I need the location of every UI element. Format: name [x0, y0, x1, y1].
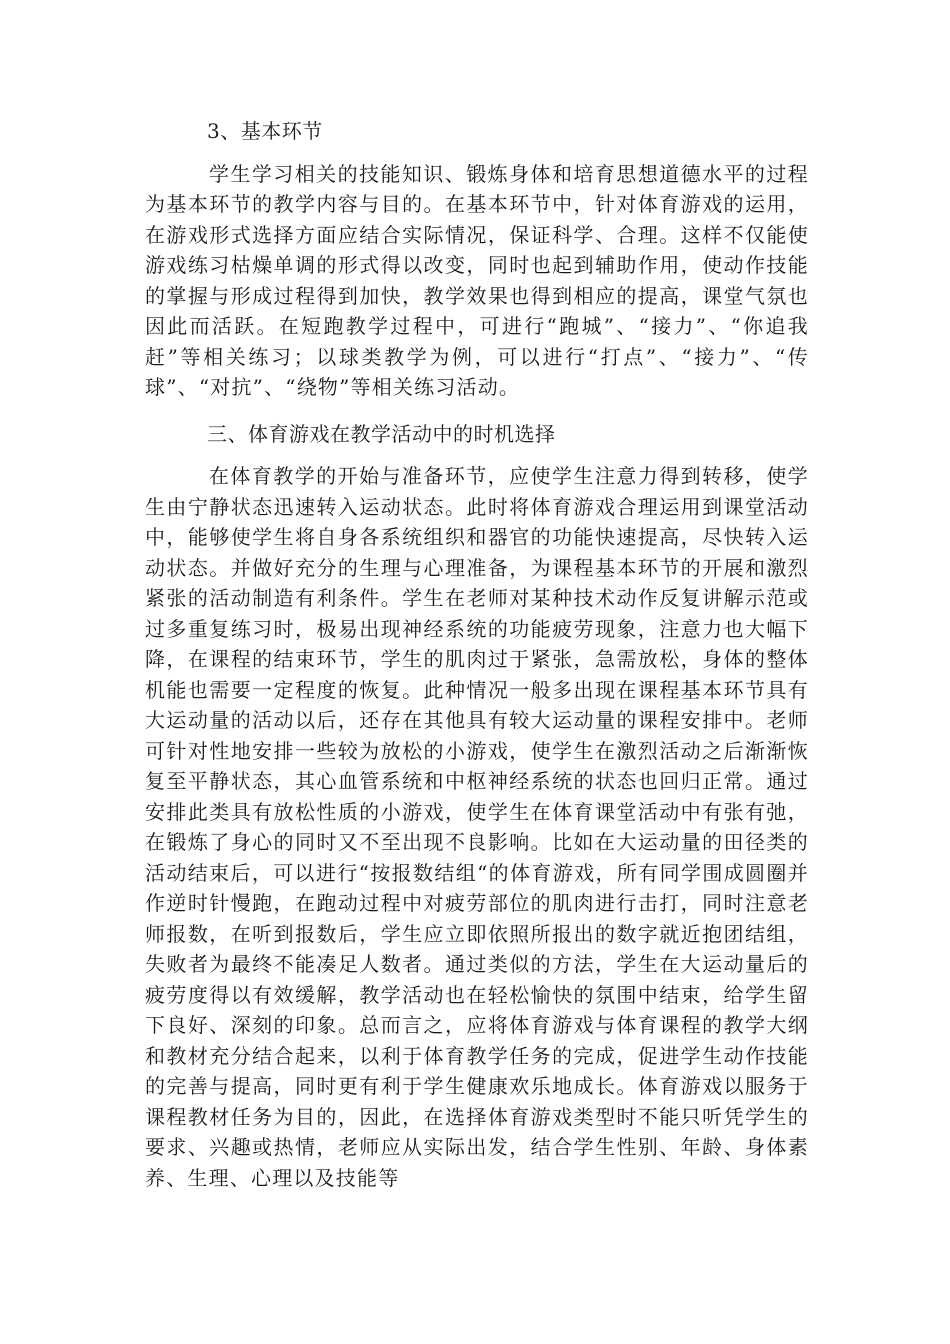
paragraph-basic-stage: 学生学习相关的技能知识、锻炼身体和培育思想道德水平的过程为基本环节的教学内容与目的。在基本环节中，针对体育游戏的运用，在游戏形式选择方面应结合实际情况，保证科学、合理。这样不仅能使游戏练习枯燥单调的形式得以改变，同时也起到辅助作用，使动作技能的掌握与形成过程得到加快，教学效果也得到相应的提高，课堂气氛也因此而活跃。在短跑教学过程中，可进行“跑城”、“接力”、“你追我赶”等相关练习；以球类教学为例，可以进行“打点”、“接力”、“传球”、“对抗”、“绕物”等相关练习活动。 — [145, 161, 809, 399]
section-heading-basic-stage: 3、基本环节 — [207, 119, 323, 143]
section-heading-timing-selection: 三、体育游戏在教学活动中的时机选择 — [207, 421, 556, 446]
document-body — [145, 116, 809, 1193]
paragraph-timing-selection: 在体育教学的开始与准备环节，应使学生注意力得到转移，使学生由宁静状态迅速转入运动状态。此时将体育游戏合理运用到课堂活动中，能够使学生将自身各系统组织和器官的功能快速提高，尽快转入运动状态。并做好充分的生理与心理准备，为课程基本环节的开展和激烈紧张的活动制造有利条件。学生在老师对某种技术动作反复讲解示范或过多重复练习时，极易出现神经系统的功能疲劳现象，注意力也大幅下降，在课程的结束环节，学生的肌肉过于紧张，急需放松，身体的整体机能也需要一定程度的恢复。此种情况一般多出现在课程基本环节具有大运动量的活动以后，还存在其他具有较大运动量的课程安排中。老师可针对性地安排一些较为放松的小游戏，使学生在激烈活动之后渐渐恢复至平静状态，其心血管系统和中枢神经系统的状态也回归正常。通过安排此类具有放松性质的小游戏，使学生在体育课堂活动中有张有弛，在锻炼了身心的同时又不至出现不良影响。比如在大运动量的田径类的活动结束后，可以进行“按报数结组“的体育游戏，所有同学围成圆圈并作逆时针慢跑，在跑动过程中对疲劳部位的肌肉进行击打，同时注意老师报数，在听到报数后，学生应立即依照所报出的数字就近抱团结组，失败者为最终不能凑足人数者。通过类似的方法，学生在大运动量后的疲劳度得以有效缓解，教学活动也在轻松愉快的氛围中结束，给学生留下良好、深刻的印象。总而言之，应将体育游戏与体育课程的教学大纲和教材充分结合起来，以利于体育教学任务的完成，促进学生动作技能的完善与提高，同时更有利于学生健康欢乐地成长。体育游戏以服务于课程教材任务为目的，因此，在选择体育游戏类型时不能只听凭学生的要求、兴趣或热情，老师应从实际出发，结合学生性别、年龄、身体素养、生理、心理以及技能等 — [145, 464, 809, 1190]
